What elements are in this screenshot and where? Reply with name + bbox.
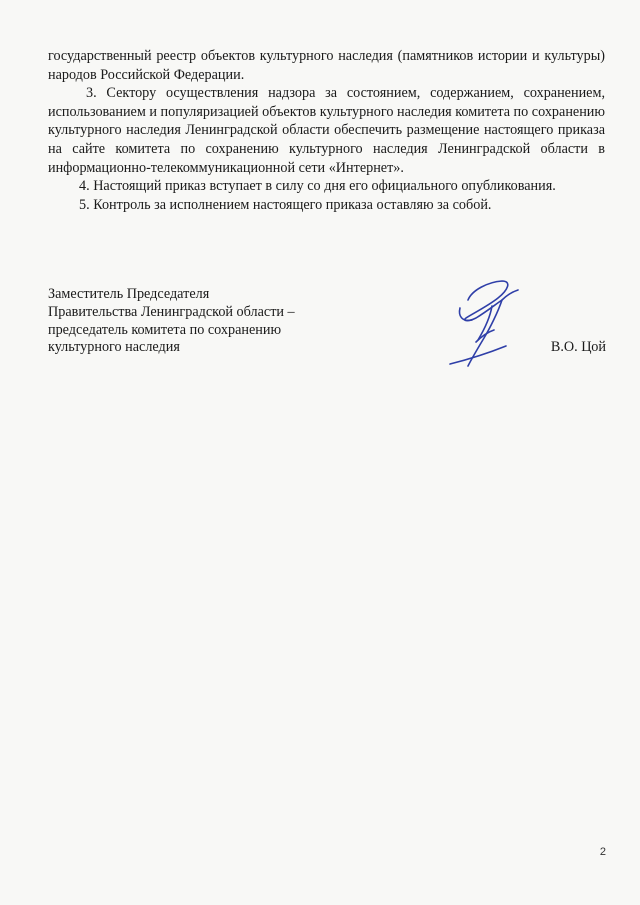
paragraph-item-5: 5. Контроль за исполнением настоящего приказа оставляю за собой.: [79, 196, 492, 213]
signatory-title-line: Правительства Ленинградской области –: [48, 303, 295, 320]
signatory-title-line: Заместитель Председателя: [48, 286, 210, 302]
page-number: 2: [599, 846, 606, 858]
signatory-name: В.О. Цой: [550, 339, 606, 355]
signatory-title-line: культурного наследия: [48, 339, 180, 356]
paragraph-continued: государственный реестр объектов культурного наследия (памятников истории и культуры) народов Российской Федерации.: [48, 48, 605, 83]
signatory-title-line: председатель комитета по сохранению: [48, 321, 282, 338]
document-body: [48, 47, 605, 214]
handwritten-signature: [432, 278, 527, 370]
paragraph-item-3: 3. Сектору осуществления надзора за состоянием, содержанием, сохранением, использованием и популяризацией объектов культурного наследия комитета по сохранению культурного наследия Ленинградской области обеспечить размещение настоящего приказа на сайте комитета по сохранению культурного наследия Ленинградской области в информационно-телекоммуникационной сети «Интернет».: [48, 85, 605, 176]
paragraph-item-4: 4. Настоящий приказ вступает в силу со дня его официального опубликования.: [79, 178, 556, 195]
signatory-title: [48, 286, 308, 357]
